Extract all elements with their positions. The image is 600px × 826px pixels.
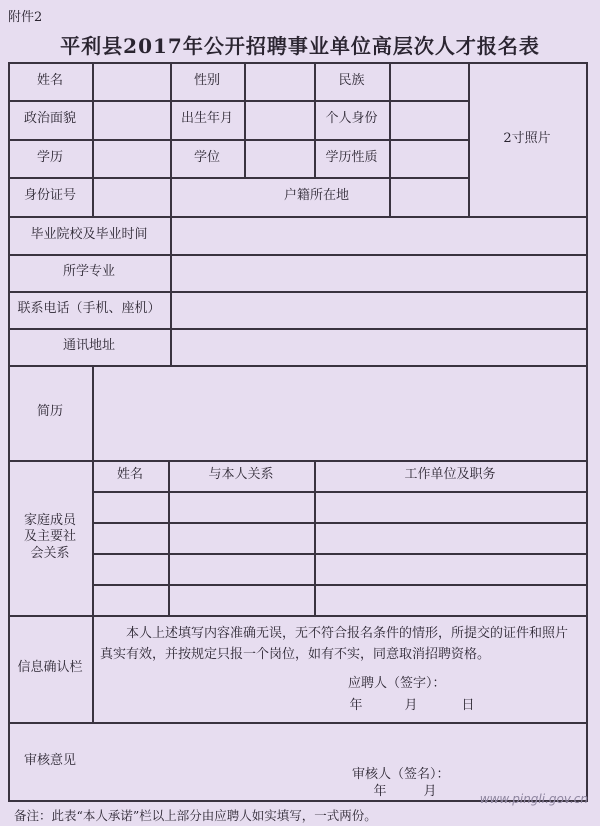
reviewer-signature-label: 审核人（签名）： [352, 766, 450, 782]
row-line [8, 365, 588, 367]
website-watermark: www.pingli.gov.cn [479, 792, 588, 806]
applicant-date-year: 年 [349, 697, 363, 713]
applicant-date-month: 月 [404, 697, 418, 713]
applicant-signature-label: 应聘人（签字）： [348, 675, 446, 691]
family-relation-header: 与本人关系 [208, 467, 274, 483]
table-border-right [586, 62, 588, 802]
degree-label: 学位 [193, 149, 220, 165]
family-row-line [92, 553, 588, 555]
confirm-label: 信息确认栏 [17, 660, 83, 676]
personal-status-label: 个人身份 [325, 111, 378, 127]
form-footnote: 备注：此表“本人承诺”栏以上部分由应聘人如实填写，一式两份。 [14, 808, 377, 823]
resume-label: 简历 [36, 404, 63, 420]
birth-date-label: 出生年月 [180, 111, 233, 127]
form-title: 平利县2017年公开招聘事业单位高层次人才报名表 [60, 34, 540, 58]
col-line [389, 62, 391, 216]
education-type-label: 学历性质 [325, 149, 378, 165]
gender-label: 性别 [193, 72, 220, 88]
row-line [8, 615, 588, 617]
confirm-statement: 本人上述填写内容准确无误，无不符合报名条件的情形，所提交的证件和照片真实有效，并按规定只报一个岗位，如有不实，同意取消招聘资格。 [100, 626, 569, 662]
row-line [8, 722, 588, 724]
id-number-label: 身份证号 [23, 188, 76, 204]
review-label: 审核意见 [23, 752, 76, 768]
applicant-date-day: 日 [461, 697, 475, 713]
col-line [244, 62, 246, 177]
ethnicity-label: 民族 [338, 72, 365, 88]
name-label: 姓名 [36, 72, 63, 88]
family-row-line [92, 584, 588, 586]
col-line [92, 365, 94, 722]
school-graduation-label: 毕业院校及毕业时间 [30, 226, 148, 242]
col-line [92, 62, 94, 216]
photo-box: 2寸照片 [503, 130, 551, 146]
phone-label: 联系电话（手机、座机） [17, 301, 161, 317]
family-work-header: 工作单位及职务 [404, 467, 496, 483]
family-name-header: 姓名 [116, 467, 143, 483]
hukou-label: 户籍所在地 [283, 188, 349, 204]
attachment-label: 附件2 [8, 10, 43, 25]
family-row-line [92, 491, 588, 493]
address-label: 通讯地址 [62, 338, 115, 354]
review-date-month: 月 [423, 784, 437, 800]
education-label: 学历 [36, 149, 63, 165]
major-label: 所学专业 [62, 264, 115, 280]
family-row-line [92, 522, 588, 524]
political-status-label: 政治面貌 [23, 111, 76, 127]
registration-form-table [8, 62, 588, 802]
review-date-year: 年 [373, 784, 387, 800]
family-label: 家庭成员及主要社会关系 [23, 513, 76, 561]
